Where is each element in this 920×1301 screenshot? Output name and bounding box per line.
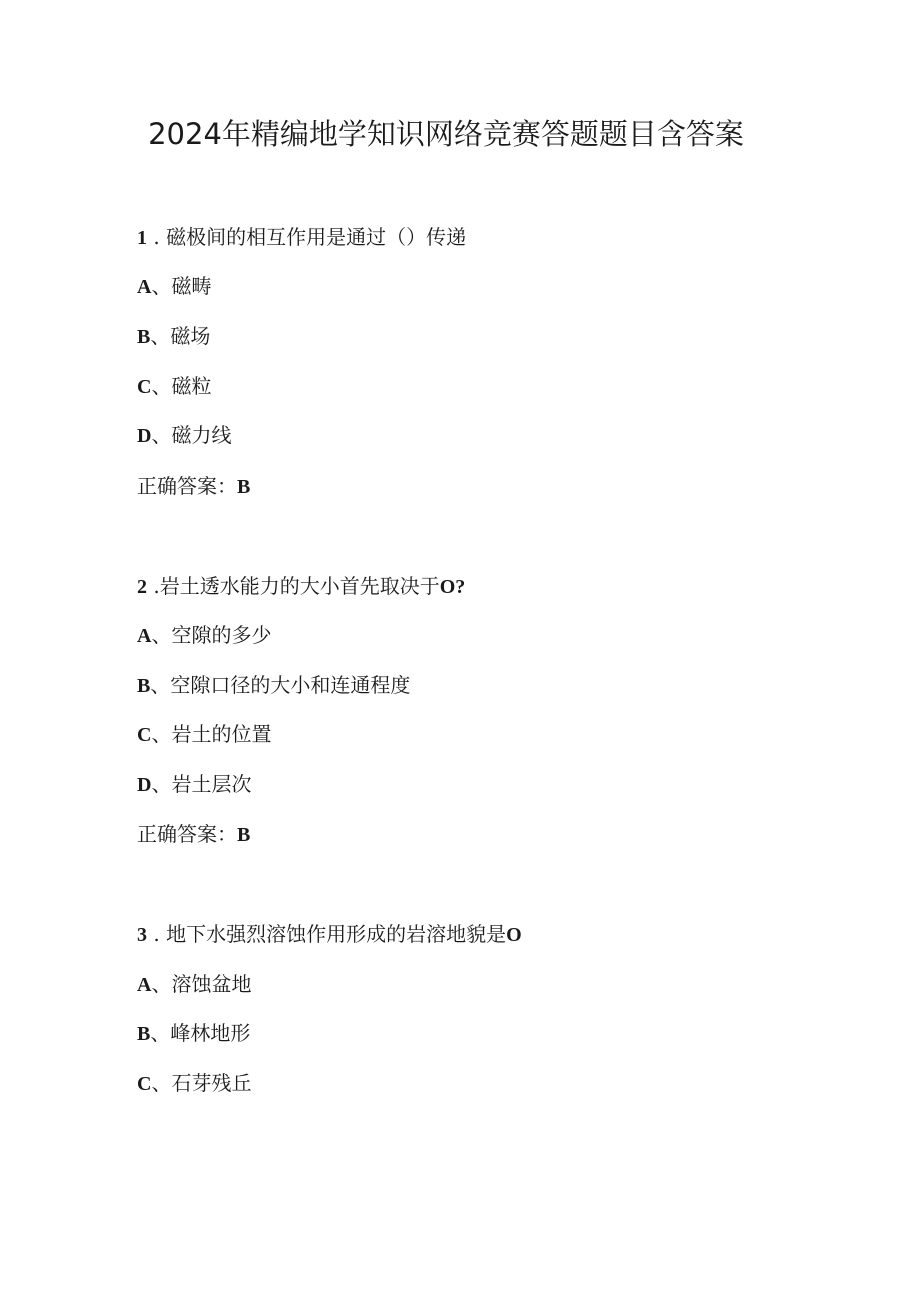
option-letter: A (137, 276, 152, 298)
question-number: 2 (137, 576, 147, 598)
question-3-stem (137, 920, 522, 949)
option-letter: A (137, 625, 152, 647)
option-text: 、岩土的位置 (151, 722, 272, 746)
option-text: 、磁场 (150, 324, 211, 348)
option-text: 、溶蚀盆地 (151, 972, 252, 996)
question-3-option-a (137, 970, 251, 999)
option-letter: B (137, 326, 151, 348)
option-letter: B (137, 1023, 151, 1045)
question-text: .岩土透水能力的大小首先取决于 (147, 574, 440, 598)
option-letter: C (137, 1073, 152, 1095)
answer-value: B (237, 824, 251, 846)
question-text: . 磁极间的相互作用是通过（）传递 (147, 225, 467, 249)
question-2-answer (137, 820, 250, 849)
question-3-option-b (137, 1019, 250, 1048)
option-text: 、磁力线 (151, 423, 232, 447)
option-letter: C (137, 376, 152, 398)
option-letter: D (137, 774, 152, 796)
question-1-answer (137, 472, 250, 501)
answer-value: B (237, 476, 251, 498)
option-letter: C (137, 724, 152, 746)
option-text: 、磁粒 (151, 374, 212, 398)
question-1-option-c (137, 372, 211, 401)
question-text: . 地下水强烈溶蚀作用形成的岩溶地貌是 (147, 922, 507, 946)
question-suffix: O (506, 924, 522, 946)
question-3-option-c (137, 1069, 251, 1098)
question-2-stem (137, 572, 465, 601)
option-letter: B (137, 675, 151, 697)
question-1-option-a (137, 272, 211, 301)
option-letter: A (137, 974, 152, 996)
question-2-option-b (137, 671, 410, 700)
option-text: 、空隙口径的大小和连通程度 (150, 673, 411, 697)
question-number: 3 (137, 924, 147, 946)
option-letter: D (137, 425, 152, 447)
option-text: 、岩土层次 (151, 772, 252, 796)
question-2-option-d (137, 770, 251, 799)
question-suffix: O? (439, 576, 466, 598)
question-1-option-d (137, 421, 231, 450)
question-1-stem (137, 223, 466, 252)
answer-label: 正确答案： (137, 822, 237, 846)
answer-label: 正确答案： (137, 474, 237, 498)
option-text: 、磁畴 (151, 274, 212, 298)
question-2-option-c (137, 720, 271, 749)
question-1-option-b (137, 322, 210, 351)
document-title: 2024年精编地学知识网络竞赛答题题目含答案 (148, 117, 744, 151)
question-number: 1 (137, 227, 147, 249)
option-text: 、石芽残丘 (151, 1071, 252, 1095)
option-text: 、峰林地形 (150, 1021, 251, 1045)
option-text: 、空隙的多少 (151, 623, 272, 647)
question-2-option-a (137, 621, 271, 650)
